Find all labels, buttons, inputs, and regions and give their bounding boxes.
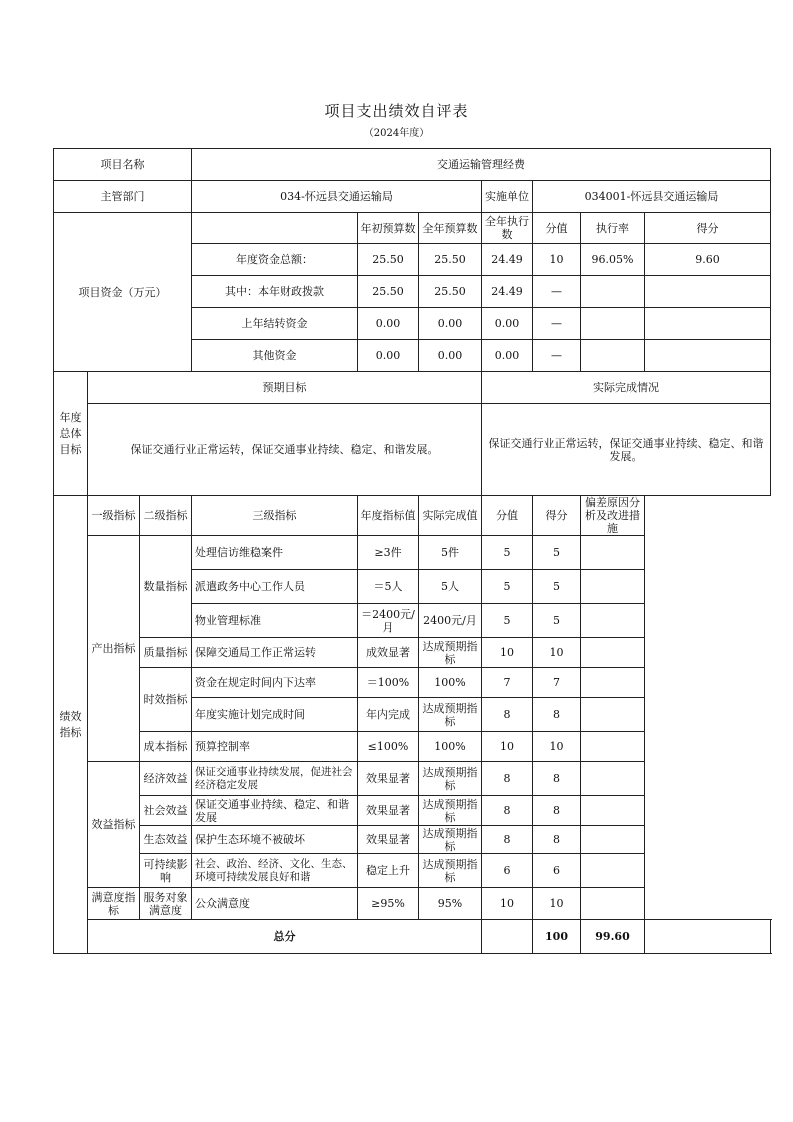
indicator-score: 8 [533, 796, 581, 826]
indicator-target: 成效显著 [358, 638, 419, 668]
goals-content-row [54, 404, 771, 496]
total-blank-actual [482, 920, 533, 954]
funds-row-annual: 0.00 [419, 340, 482, 372]
level2-sustainable: 可持续影响 [140, 854, 192, 888]
level2-ecological: 生态效益 [140, 826, 192, 854]
indicator-value: 10 [482, 638, 533, 668]
indicator-value: 10 [482, 732, 533, 762]
indicators-header-level1: 一级指标 [88, 496, 140, 536]
funds-row-name: 其中：本年财政拨款 [192, 276, 358, 308]
goals-label: 年度总体目标 [54, 372, 88, 496]
indicator-actual: 达成预期指标 [419, 796, 482, 826]
indicator-name: 预算控制率 [192, 732, 358, 762]
indicator-actual: 达成预期指标 [419, 698, 482, 732]
indicator-target: 效果显著 [358, 762, 419, 796]
indicator-row [54, 762, 771, 796]
funds-row-score [645, 276, 771, 308]
indicator-row [54, 536, 771, 570]
indicator-actual: 达成预期指标 [419, 638, 482, 668]
implementing-unit-label: 实施单位 [482, 181, 533, 213]
indicators-header-score: 得分 [533, 496, 581, 536]
indicator-target: ＝2400元/月 [358, 604, 419, 638]
goals-expected-text: 保证交通行业正常运转，保证交通事业持续、稳定、和谐发展。 [88, 404, 482, 496]
level2-timeliness: 时效指标 [140, 668, 192, 732]
funds-row-executed: 24.49 [482, 276, 533, 308]
goals-header-row [54, 372, 771, 404]
funds-row-annual: 0.00 [419, 308, 482, 340]
goals-expected-header: 预期目标 [88, 372, 482, 404]
indicator-value: 8 [482, 826, 533, 854]
indicator-name: 保证交通事业持续发展，促进社会经济稳定发展 [192, 762, 358, 796]
funds-row-rate [581, 276, 645, 308]
indicator-value: 8 [482, 698, 533, 732]
page-title: 项目支出绩效自评表 [324, 102, 469, 120]
total-score: 99.60 [581, 920, 645, 954]
indicator-score: 10 [533, 888, 581, 920]
page-subtitle: （2024年度） [363, 128, 430, 139]
indicators-header-level2: 二级指标 [140, 496, 192, 536]
indicator-score: 8 [533, 762, 581, 796]
funds-row-executed: 0.00 [482, 308, 533, 340]
indicators-header-deviation: 偏差原因分析及改进措施 [581, 496, 645, 536]
indicator-deviation [581, 668, 645, 698]
indicator-row [54, 796, 771, 826]
indicator-actual: 5人 [419, 570, 482, 604]
funds-row-rate [581, 308, 645, 340]
indicator-name: 公众满意度 [192, 888, 358, 920]
indicator-value: 8 [482, 762, 533, 796]
indicator-actual: 95% [419, 888, 482, 920]
indicators-header-level3: 三级指标 [192, 496, 358, 536]
indicators-header-value: 分值 [482, 496, 533, 536]
funds-header-executed: 全年执行数 [482, 213, 533, 244]
indicator-name: 保护生态环境不被破坏 [192, 826, 358, 854]
indicator-value: 8 [482, 796, 533, 826]
indicator-score: 10 [533, 638, 581, 668]
indicator-name: 资金在规定时间内下达率 [192, 668, 358, 698]
funds-label: 项目资金（万元） [54, 213, 192, 372]
indicator-value: 5 [482, 536, 533, 570]
funds-row-score-value: — [533, 340, 581, 372]
level1-benefit: 效益指标 [88, 762, 140, 888]
indicator-target: 稳定上升 [358, 854, 419, 888]
indicator-value: 5 [482, 570, 533, 604]
indicator-deviation [581, 698, 645, 732]
funds-header-rate: 执行率 [581, 213, 645, 244]
indicator-deviation [581, 732, 645, 762]
funds-header-score: 得分 [645, 213, 771, 244]
indicator-row [54, 668, 771, 698]
indicator-deviation [581, 604, 645, 638]
funds-row-name: 其他资金 [192, 340, 358, 372]
indicator-value: 6 [482, 854, 533, 888]
indicator-row [54, 854, 771, 888]
goals-actual-text: 保证交通行业正常运转，保证交通事业持续、稳定、和谐发展。 [482, 404, 771, 496]
indicator-target: ≥95% [358, 888, 419, 920]
indicator-name: 保障交通局工作正常运转 [192, 638, 358, 668]
indicator-target: 年内完成 [358, 698, 419, 732]
level1-satisfaction: 满意度指标 [88, 888, 140, 920]
indicator-deviation [581, 796, 645, 826]
funds-row-score [645, 340, 771, 372]
indicator-name: 社会、政治、经济、文化、生态、环境可持续发展良好和谐 [192, 854, 358, 888]
funds-row-initial: 0.00 [358, 308, 419, 340]
funds-header-annual: 全年预算数 [419, 213, 482, 244]
funds-row-score [645, 308, 771, 340]
indicator-target: ≥3件 [358, 536, 419, 570]
project-name-value: 交通运输管理经费 [192, 149, 771, 181]
indicator-actual: 100% [419, 668, 482, 698]
indicator-target: ≤100% [358, 732, 419, 762]
funds-row-annual: 25.50 [419, 276, 482, 308]
funds-row-name: 上年结转资金 [192, 308, 358, 340]
total-label: 总分 [88, 920, 482, 954]
indicators-header-row [54, 496, 771, 536]
indicator-deviation [581, 888, 645, 920]
indicator-deviation [581, 826, 645, 854]
indicator-row [54, 888, 771, 920]
indicator-deviation [581, 638, 645, 668]
indicator-actual: 达成预期指标 [419, 854, 482, 888]
department-label: 主管部门 [54, 181, 192, 213]
indicator-row [54, 826, 771, 854]
funds-row-score-value: — [533, 276, 581, 308]
total-value: 100 [533, 920, 581, 954]
funds-row-name: 年度资金总额： [192, 244, 358, 276]
indicator-row [54, 638, 771, 668]
indicator-target: ＝100% [358, 668, 419, 698]
funds-row-executed: 0.00 [482, 340, 533, 372]
indicator-actual: 5件 [419, 536, 482, 570]
indicator-deviation [581, 854, 645, 888]
indicator-value: 10 [482, 888, 533, 920]
indicator-name: 保证交通事业持续、稳定、和谐发展 [192, 796, 358, 826]
funds-row-annual: 25.50 [419, 244, 482, 276]
funds-row-rate: 96.05% [581, 244, 645, 276]
department-value: 034-怀远县交通运输局 [192, 181, 482, 213]
project-name-row [54, 149, 771, 181]
level2-service: 服务对象满意度 [140, 888, 192, 920]
funds-row-initial: 25.50 [358, 244, 419, 276]
funds-row-rate [581, 340, 645, 372]
indicator-score: 10 [533, 732, 581, 762]
evaluation-table [53, 148, 771, 954]
indicator-actual: 达成预期指标 [419, 762, 482, 796]
funds-row-initial: 25.50 [358, 276, 419, 308]
level1-output: 产出指标 [88, 536, 140, 762]
indicator-score: 8 [533, 826, 581, 854]
indicators-header-target: 年度指标值 [358, 496, 419, 536]
indicators-label: 绩效指标 [54, 496, 88, 954]
indicator-value: 7 [482, 668, 533, 698]
funds-row-score-value: 10 [533, 244, 581, 276]
total-row [54, 920, 771, 954]
indicator-name: 年度实施计划完成时间 [192, 698, 358, 732]
indicators-header-actual: 实际完成值 [419, 496, 482, 536]
indicator-actual: 达成预期指标 [419, 826, 482, 854]
level2-cost: 成本指标 [140, 732, 192, 762]
indicator-target: ＝5人 [358, 570, 419, 604]
indicator-target: 效果显著 [358, 826, 419, 854]
indicator-name: 派遣政务中心工作人员 [192, 570, 358, 604]
funds-row-score-value: — [533, 308, 581, 340]
level2-quality: 质量指标 [140, 638, 192, 668]
funds-row-executed: 24.49 [482, 244, 533, 276]
department-row [54, 181, 771, 213]
indicator-actual: 100% [419, 732, 482, 762]
level2-social: 社会效益 [140, 796, 192, 826]
level2-quantity: 数量指标 [140, 536, 192, 638]
indicator-score: 5 [533, 536, 581, 570]
indicator-target: 效果显著 [358, 796, 419, 826]
goals-actual-header: 实际完成情况 [482, 372, 771, 404]
indicator-row [54, 732, 771, 762]
funds-header-score-value: 分值 [533, 213, 581, 244]
indicator-score: 7 [533, 668, 581, 698]
indicator-value: 5 [482, 604, 533, 638]
indicator-score: 5 [533, 604, 581, 638]
indicator-deviation [581, 536, 645, 570]
total-blank-deviation [645, 920, 771, 954]
indicator-name: 处理信访维稳案件 [192, 536, 358, 570]
indicator-deviation [581, 570, 645, 604]
indicator-score: 6 [533, 854, 581, 888]
indicator-score: 5 [533, 570, 581, 604]
indicator-score: 8 [533, 698, 581, 732]
funds-header-row [54, 213, 771, 244]
project-name-label: 项目名称 [54, 149, 192, 181]
funds-header-initial: 年初预算数 [358, 213, 419, 244]
indicator-actual: 2400元/月 [419, 604, 482, 638]
funds-header-blank [192, 213, 358, 244]
indicator-deviation [581, 762, 645, 796]
funds-row-score: 9.60 [645, 244, 771, 276]
level2-economic: 经济效益 [140, 762, 192, 796]
implementing-unit-value: 034001-怀远县交通运输局 [533, 181, 771, 213]
funds-row-initial: 0.00 [358, 340, 419, 372]
indicator-name: 物业管理标准 [192, 604, 358, 638]
